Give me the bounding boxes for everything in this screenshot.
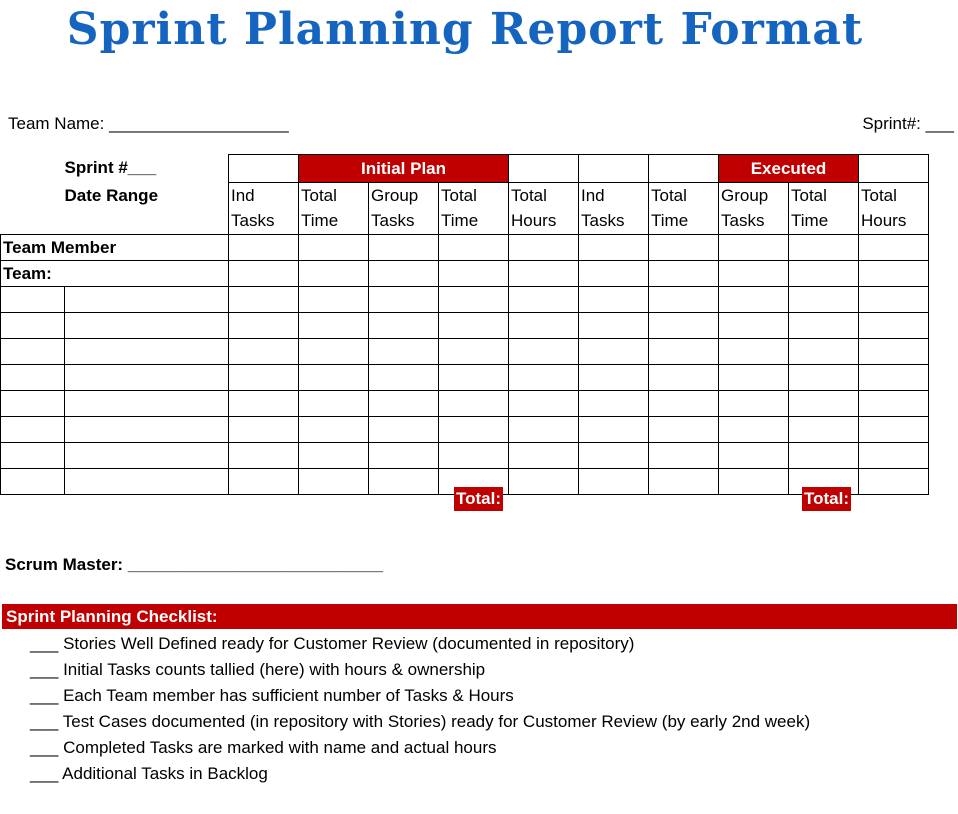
table-cell[interactable] <box>719 443 789 469</box>
col-group-tasks: Group Tasks <box>719 183 789 235</box>
table-cell[interactable] <box>65 417 229 443</box>
table-cell[interactable] <box>789 365 859 391</box>
table-cell[interactable] <box>509 365 579 391</box>
team-member-label: Team Member <box>1 235 229 261</box>
table-cell[interactable] <box>229 443 299 469</box>
table-cell[interactable] <box>439 443 509 469</box>
table-cell[interactable] <box>649 417 719 443</box>
sprint-label: Sprint #___ <box>64 157 157 177</box>
table-cell[interactable] <box>439 313 509 339</box>
table-cell[interactable] <box>789 313 859 339</box>
table-cell[interactable] <box>509 469 579 495</box>
page-title: Sprint Planning Report Format <box>66 4 864 55</box>
table-cell[interactable] <box>65 365 229 391</box>
table-cell[interactable] <box>299 235 369 261</box>
table-cell[interactable] <box>369 261 439 287</box>
table-row <box>1 339 929 365</box>
team-label: Team: <box>1 261 229 287</box>
table-cell[interactable] <box>579 417 649 443</box>
table-cell[interactable] <box>649 287 719 313</box>
table-cell[interactable] <box>369 235 439 261</box>
checklist-item[interactable]: ___ Completed Tasks are marked with name and actual hours <box>30 738 497 757</box>
table-cell[interactable] <box>579 365 649 391</box>
table-cell[interactable] <box>229 391 299 417</box>
table-cell[interactable] <box>299 339 369 365</box>
table-cell[interactable] <box>1 391 65 417</box>
checklist <box>30 631 810 787</box>
executed-header: Executed <box>719 155 859 183</box>
table-cell[interactable] <box>65 313 229 339</box>
table-cell[interactable] <box>579 313 649 339</box>
table-cell[interactable] <box>579 469 649 495</box>
table-cell[interactable] <box>789 235 859 261</box>
table-cell[interactable] <box>65 287 229 313</box>
table-cell[interactable] <box>579 391 649 417</box>
table-row <box>1 417 929 443</box>
table-cell[interactable] <box>719 469 789 495</box>
table-cell[interactable] <box>719 365 789 391</box>
table-cell[interactable] <box>859 155 929 183</box>
table-cell[interactable] <box>1 287 65 313</box>
col-ind-tasks: Ind Tasks <box>579 183 649 235</box>
table-cell[interactable] <box>509 391 579 417</box>
table-cell[interactable] <box>509 261 579 287</box>
table-cell[interactable] <box>859 469 929 495</box>
table-cell[interactable] <box>579 261 649 287</box>
table-cell[interactable] <box>439 287 509 313</box>
table-cell[interactable] <box>439 261 509 287</box>
table-cell[interactable] <box>229 417 299 443</box>
executed-total: Total: <box>802 487 851 511</box>
table-cell[interactable] <box>649 443 719 469</box>
table-cell[interactable] <box>579 339 649 365</box>
table-cell[interactable] <box>859 261 929 287</box>
scrum-master-field[interactable]: Scrum Master: ___________________________ <box>5 555 384 574</box>
table-cell[interactable] <box>369 287 439 313</box>
initial-plan-header: Initial Plan <box>299 155 509 183</box>
col-total-hours: Total Hours <box>509 183 579 235</box>
table-cell[interactable] <box>65 391 229 417</box>
table-cell[interactable] <box>229 339 299 365</box>
table-cell[interactable] <box>299 391 369 417</box>
table-cell[interactable] <box>1 313 65 339</box>
table-cell[interactable] <box>719 261 789 287</box>
table-cell[interactable] <box>509 443 579 469</box>
table-cell[interactable] <box>789 287 859 313</box>
table-cell[interactable] <box>789 443 859 469</box>
table-cell[interactable] <box>65 443 229 469</box>
checklist-item[interactable]: ___ Stories Well Defined ready for Customer Review (documented in repository) <box>30 634 635 653</box>
table-cell[interactable] <box>509 235 579 261</box>
table-row <box>1 287 929 313</box>
table-cell[interactable] <box>299 287 369 313</box>
table-cell[interactable] <box>369 339 439 365</box>
table-cell[interactable] <box>719 417 789 443</box>
checklist-item[interactable]: ___ Each Team member has sufficient number of Tasks & Hours <box>30 686 514 705</box>
sprint-table <box>0 154 929 495</box>
table-cell[interactable] <box>579 287 649 313</box>
checklist-item[interactable]: ___ Test Cases documented (in repository with Stories) ready for Customer Review (by early 2nd week) <box>30 712 811 731</box>
table-row <box>1 443 929 469</box>
table-cell[interactable] <box>369 443 439 469</box>
table-cell[interactable] <box>439 391 509 417</box>
table-cell[interactable] <box>649 313 719 339</box>
table-cell[interactable] <box>649 155 719 183</box>
table-cell[interactable] <box>369 469 439 495</box>
table-cell[interactable] <box>649 391 719 417</box>
table-cell[interactable] <box>789 339 859 365</box>
table-cell[interactable] <box>299 469 369 495</box>
table-row <box>1 391 929 417</box>
table-cell[interactable] <box>369 365 439 391</box>
table-cell[interactable] <box>859 235 929 261</box>
table-cell[interactable] <box>649 469 719 495</box>
table-cell[interactable] <box>509 155 579 183</box>
table-cell[interactable] <box>719 313 789 339</box>
table-cell[interactable] <box>789 261 859 287</box>
table-cell[interactable] <box>859 287 929 313</box>
table-cell[interactable] <box>369 313 439 339</box>
table-row <box>1 313 929 339</box>
table-cell[interactable] <box>859 417 929 443</box>
table-cell[interactable] <box>859 365 929 391</box>
table-cell[interactable] <box>65 469 229 495</box>
table-cell[interactable] <box>229 261 299 287</box>
team-name-field[interactable]: Team Name: ___________________ <box>8 114 289 133</box>
table-cell[interactable] <box>439 417 509 443</box>
table-cell[interactable] <box>579 155 649 183</box>
table-cell[interactable] <box>229 287 299 313</box>
table-cell[interactable] <box>1 443 65 469</box>
table-cell[interactable] <box>439 339 509 365</box>
table-cell[interactable] <box>1 339 65 365</box>
table-cell[interactable] <box>859 443 929 469</box>
col-total-time: Total Time <box>439 183 509 235</box>
table-cell[interactable] <box>1 365 65 391</box>
initial-plan-total: Total: <box>454 487 503 511</box>
table-cell[interactable] <box>859 391 929 417</box>
table-cell[interactable] <box>65 339 229 365</box>
table-cell[interactable] <box>1 469 65 495</box>
table-cell[interactable] <box>509 313 579 339</box>
date-range-label: Date Range <box>64 185 159 205</box>
table-cell[interactable] <box>439 235 509 261</box>
table-cell[interactable] <box>719 339 789 365</box>
col-total-time: Total Time <box>649 183 719 235</box>
col-total-time: Total Time <box>299 183 369 235</box>
table-cell[interactable] <box>719 287 789 313</box>
table-cell[interactable] <box>579 443 649 469</box>
table-cell[interactable] <box>229 469 299 495</box>
checklist-title: Sprint Planning Checklist: <box>2 604 957 629</box>
checklist-item[interactable]: ___ Initial Tasks counts tallied (here) with hours & ownership <box>30 660 486 679</box>
table-cell[interactable] <box>509 417 579 443</box>
table-cell[interactable] <box>649 235 719 261</box>
sprint-number-field[interactable]: Sprint#: ___ <box>862 114 954 133</box>
table-cell[interactable] <box>509 339 579 365</box>
table-cell[interactable] <box>229 155 299 183</box>
table-cell[interactable] <box>439 365 509 391</box>
col-total-hours: Total Hours <box>859 183 929 235</box>
table-cell[interactable] <box>649 339 719 365</box>
checklist-item[interactable]: ___ Additional Tasks in Backlog <box>30 764 268 783</box>
table-cell[interactable] <box>1 417 65 443</box>
table-cell[interactable] <box>299 313 369 339</box>
table-cell[interactable] <box>299 417 369 443</box>
table-cell[interactable] <box>229 313 299 339</box>
col-group-tasks: Group Tasks <box>369 183 439 235</box>
table-cell[interactable] <box>509 287 579 313</box>
table-cell[interactable] <box>719 391 789 417</box>
table-cell[interactable] <box>649 261 719 287</box>
table-cell[interactable] <box>229 365 299 391</box>
table-cell[interactable] <box>299 443 369 469</box>
table-cell[interactable] <box>299 261 369 287</box>
table-cell[interactable] <box>719 235 789 261</box>
table-cell[interactable] <box>649 365 719 391</box>
table-row <box>1 365 929 391</box>
table-cell[interactable] <box>789 391 859 417</box>
table-cell[interactable] <box>789 417 859 443</box>
table-cell[interactable] <box>229 235 299 261</box>
table-cell[interactable] <box>369 417 439 443</box>
table-cell[interactable] <box>579 235 649 261</box>
table-cell[interactable] <box>299 365 369 391</box>
col-ind-tasks: Ind Tasks <box>229 183 299 235</box>
table-cell[interactable] <box>859 339 929 365</box>
col-total-time: Total Time <box>789 183 859 235</box>
table-cell[interactable] <box>369 391 439 417</box>
table-cell[interactable] <box>859 313 929 339</box>
